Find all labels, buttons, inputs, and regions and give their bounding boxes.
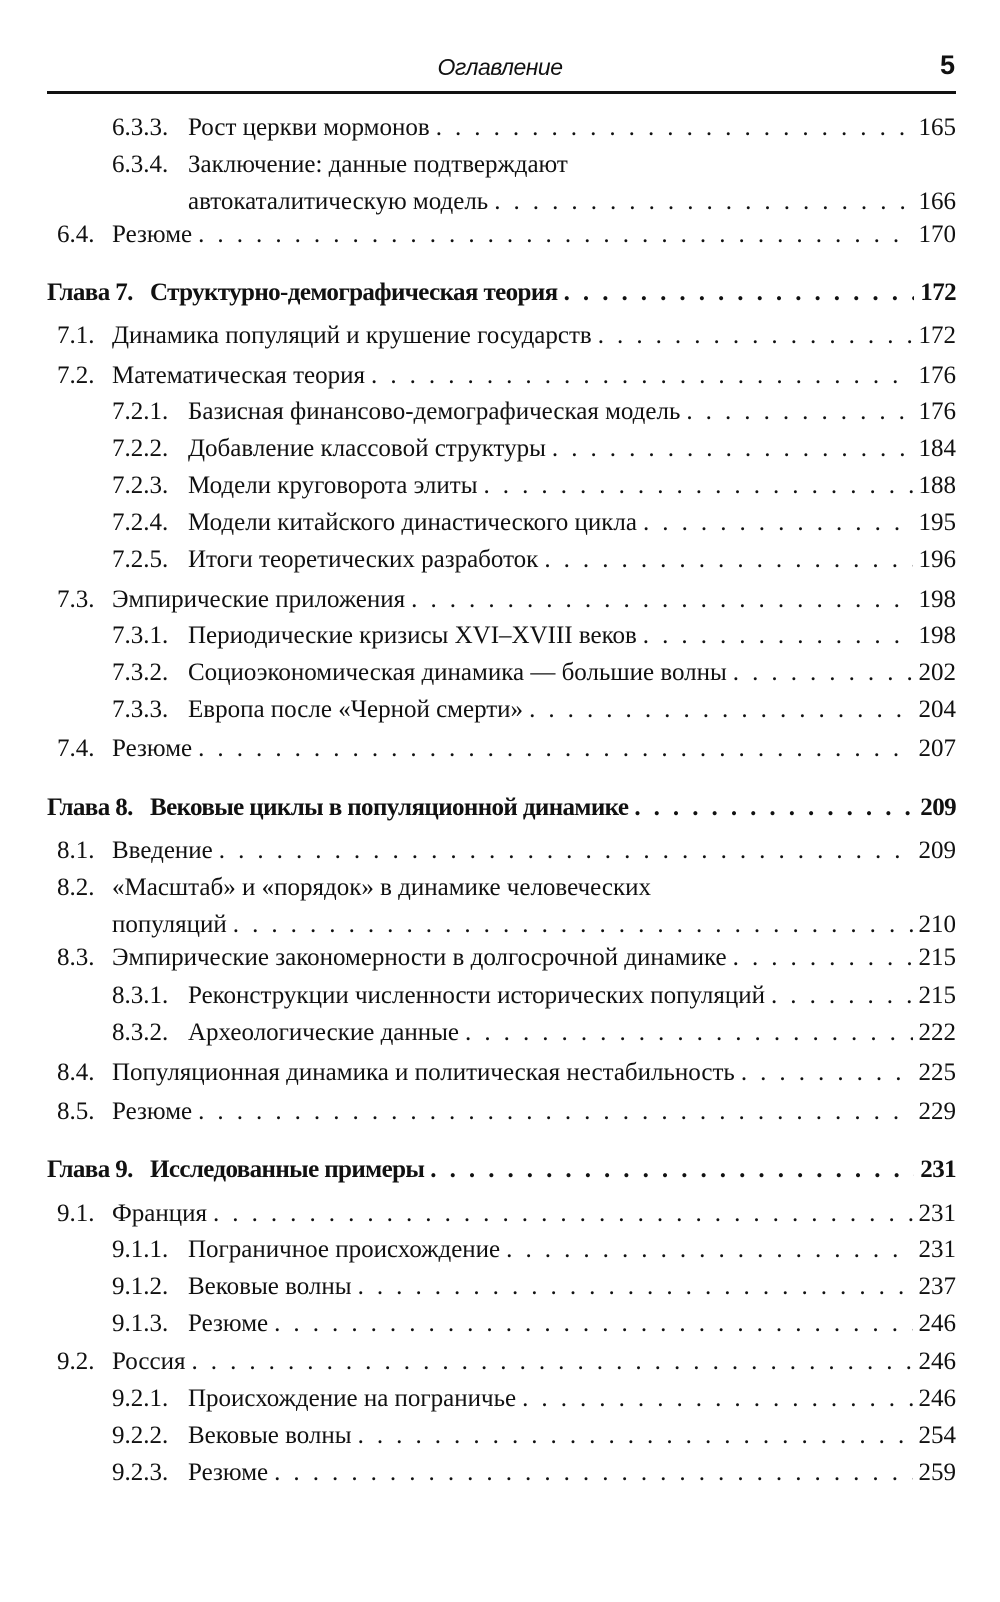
entry-number: 7.1. (57, 322, 95, 349)
entry-title: Введение (112, 837, 213, 864)
entry-number: 8.4. (57, 1059, 95, 1086)
entry-title: Популяционная динамика и политическая нестабильность (112, 1059, 735, 1086)
entry-title: Вековые циклы в популяционной динамике (150, 794, 629, 821)
entry-page: 166 (918, 188, 956, 215)
entry-number: 8.3.2. (112, 1019, 169, 1046)
entry-page: 195 (918, 509, 956, 536)
toc-entry (0, 321, 956, 351)
entry-page: 259 (918, 1459, 956, 1486)
entry-page: 229 (918, 1098, 956, 1125)
entry-title: Происхождение на пограничье (188, 1385, 517, 1412)
entry-number: 7.2.4. (112, 509, 169, 536)
entry-title: Пограничное происхождение (188, 1236, 501, 1263)
entry-number: Глава 7. (47, 279, 133, 306)
toc-entry (0, 1097, 956, 1127)
entry-title-continued: популяций (112, 911, 227, 938)
entry-number: 9.2.3. (112, 1459, 169, 1486)
entry-page: 254 (918, 1422, 956, 1449)
entry-number: 7.3. (57, 586, 95, 613)
entry-title: Реконструкции численности исторических популяций (188, 982, 765, 1009)
entry-title: Добавление классовой структуры (188, 435, 546, 462)
entry-page: 225 (918, 1059, 956, 1086)
entry-title: Эмпирические закономерности в долгосрочной динамике (112, 944, 727, 971)
entry-title: Социоэкономическая динамика — большие волны (188, 659, 727, 686)
entry-title: Россия (112, 1348, 186, 1375)
toc-entry (0, 220, 956, 250)
toc-entry (0, 1421, 956, 1451)
dot-leader (733, 943, 913, 973)
dot-leader (430, 1155, 914, 1185)
toc-entry (0, 397, 956, 427)
entry-number: 8.3. (57, 944, 95, 971)
toc-entry (0, 1058, 956, 1088)
toc-entry (0, 508, 956, 538)
entry-number: 8.3.1. (112, 982, 169, 1009)
entry-title: Исследованные примеры (150, 1156, 425, 1183)
entry-number: 9.1.1. (112, 1236, 169, 1263)
entry-title: Динамика популяций и крушение государств (112, 322, 592, 349)
toc-entry (0, 734, 956, 764)
dot-leader (643, 621, 913, 651)
toc-entry (0, 658, 956, 688)
chapter-entry (0, 793, 956, 823)
entry-page: 246 (918, 1310, 956, 1337)
entry-title: Вековые волны (188, 1273, 352, 1300)
dot-leader (733, 658, 913, 688)
entry-number: 7.2.5. (112, 546, 169, 573)
entry-page: 246 (918, 1385, 956, 1412)
entry-title: Резюме (112, 1098, 193, 1125)
toc-entry (0, 150, 956, 217)
entry-number: 8.1. (57, 837, 95, 864)
entry-page: 176 (918, 362, 956, 389)
entry-page: 237 (918, 1273, 956, 1300)
toc-entry (0, 1384, 956, 1414)
entry-number: 7.2.2. (112, 435, 169, 462)
entry-title: Базисная финансово-демографическая модель (188, 398, 681, 425)
dot-leader (634, 793, 914, 823)
dot-leader (506, 1235, 912, 1265)
toc-entry (0, 943, 956, 973)
entry-title: Структурно-демографическая теория (150, 279, 558, 306)
entry-number: 7.2.1. (112, 398, 169, 425)
entry-page: 198 (918, 586, 956, 613)
entry-title: Рост церкви мормонов (188, 114, 430, 141)
entry-number: 7.2. (57, 362, 95, 389)
dot-leader (741, 1058, 913, 1088)
entry-title: Франция (112, 1200, 207, 1227)
entry-title-continued: автокаталитическую модель (188, 188, 489, 215)
entry-number: 7.4. (57, 735, 95, 762)
entry-page: 231 (918, 1236, 956, 1263)
toc-entry (0, 1347, 956, 1377)
toc-entry (0, 1309, 956, 1339)
toc-entry (0, 1272, 956, 1302)
dot-leader (522, 1384, 912, 1414)
entry-page: 172 (920, 279, 956, 306)
dot-leader (358, 1421, 913, 1451)
dot-leader (411, 585, 912, 615)
dot-leader (494, 187, 912, 217)
page-number: 5 (939, 50, 955, 80)
entry-page: 246 (918, 1348, 956, 1375)
entry-number: Глава 8. (47, 794, 133, 821)
entry-title: Эмпирические приложения (112, 586, 406, 613)
entry-title: «Масштаб» и «порядок» в динамике человеческих (112, 874, 651, 901)
toc-entry (0, 361, 956, 391)
toc-entry (0, 1458, 956, 1488)
entry-number: 9.2. (57, 1348, 95, 1375)
toc-entry (0, 585, 956, 615)
dot-leader (198, 220, 912, 250)
dot-leader (274, 1309, 912, 1339)
toc-entry (0, 1235, 956, 1265)
entry-title: Резюме (112, 221, 193, 248)
dot-leader (686, 397, 912, 427)
entry-page: 202 (918, 659, 956, 686)
dot-leader (598, 321, 913, 351)
dot-leader (358, 1272, 913, 1302)
entry-number: 7.3.2. (112, 659, 169, 686)
entry-title: Модели круговорота элиты (188, 472, 478, 499)
entry-number: 9.2.2. (112, 1422, 169, 1449)
toc-entry (0, 471, 956, 501)
entry-title: Заключение: данные подтверждают (188, 151, 568, 178)
entry-page: 204 (918, 696, 956, 723)
entry-title: Итоги теоретических разработок (188, 546, 539, 573)
dot-leader (274, 1458, 912, 1488)
dot-leader (198, 734, 912, 764)
entry-number: 6.3.4. (112, 151, 169, 178)
dot-leader (465, 1018, 912, 1048)
entry-page: 184 (918, 435, 956, 462)
entry-number: 8.2. (57, 874, 95, 901)
dot-leader (198, 1097, 912, 1127)
toc-entry (0, 695, 956, 725)
entry-title: Периодические кризисы XVI–XVIII веков (188, 622, 637, 649)
entry-page: 209 (920, 794, 956, 821)
entry-number: Глава 9. (47, 1156, 133, 1183)
entry-title: Резюме (112, 735, 193, 762)
toc-entry (0, 1199, 956, 1229)
entry-title: Археологические данные (188, 1019, 460, 1046)
toc-entry (0, 545, 956, 575)
dot-leader (484, 471, 913, 501)
entry-number: 7.2.3. (112, 472, 169, 499)
chapter-entry (0, 1155, 956, 1185)
entry-page: 207 (918, 735, 956, 762)
entry-title: Модели китайского династического цикла (188, 509, 637, 536)
entry-page: 231 (918, 1200, 956, 1227)
entry-page: 176 (918, 398, 956, 425)
entry-page: 231 (920, 1156, 956, 1183)
entry-page: 210 (918, 911, 956, 938)
toc-entry (0, 113, 956, 143)
entry-page: 215 (918, 944, 956, 971)
entry-number: 6.3.3. (112, 114, 169, 141)
dot-leader (564, 278, 915, 308)
entry-page: 209 (918, 837, 956, 864)
entry-page: 196 (918, 546, 956, 573)
dot-leader (771, 981, 913, 1011)
entry-page: 215 (918, 982, 956, 1009)
dot-leader (213, 1199, 913, 1229)
entry-number: 7.3.3. (112, 696, 169, 723)
entry-number: 9.2.1. (112, 1385, 169, 1412)
dot-leader (544, 545, 912, 575)
entry-page: 198 (918, 622, 956, 649)
toc-entry (0, 621, 956, 651)
entry-title: Резюме (188, 1310, 269, 1337)
toc-entry (0, 434, 956, 464)
entry-page: 170 (918, 221, 956, 248)
toc-entry (0, 1018, 956, 1048)
dot-leader (219, 836, 913, 866)
dot-leader (191, 1347, 912, 1377)
entry-page: 165 (918, 114, 956, 141)
entry-page: 172 (918, 322, 956, 349)
entry-number: 6.4. (57, 221, 95, 248)
toc-entry (0, 873, 956, 940)
entry-number: 9.1. (57, 1200, 95, 1227)
header-rule (47, 91, 956, 94)
chapter-entry (0, 278, 956, 308)
dot-leader (233, 910, 913, 940)
dot-leader (436, 113, 913, 143)
toc-entry (0, 836, 956, 866)
entry-number: 8.5. (57, 1098, 95, 1125)
entry-number: 9.1.2. (112, 1273, 169, 1300)
dot-leader (371, 361, 912, 391)
entry-title: Вековые волны (188, 1422, 352, 1449)
dot-leader (529, 695, 912, 725)
entry-title: Европа после «Черной смерти» (188, 696, 524, 723)
entry-number: 9.1.3. (112, 1310, 169, 1337)
toc-entry (0, 981, 956, 1011)
dot-leader (552, 434, 913, 464)
entry-number: 7.3.1. (112, 622, 169, 649)
running-header-title: Оглавление (437, 54, 563, 80)
entry-title: Резюме (188, 1459, 269, 1486)
entry-page: 222 (918, 1019, 956, 1046)
entry-title: Математическая теория (112, 362, 366, 389)
dot-leader (643, 508, 913, 538)
entry-page: 188 (918, 472, 956, 499)
